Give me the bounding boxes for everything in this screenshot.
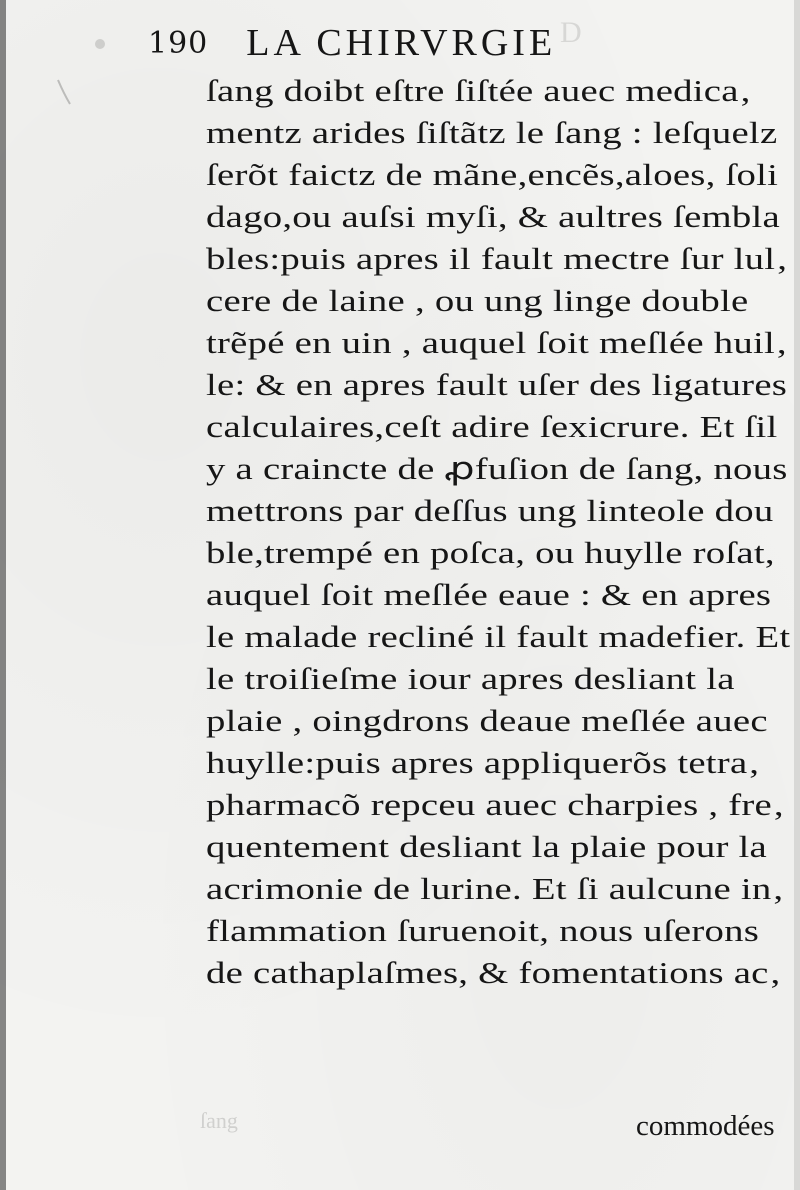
text-line: ſang doibt eſtre ſiſtée auec medica‚: [206, 73, 752, 108]
text-line: ſerõt faictz de mãne,encẽs,aloes, ſoli: [206, 157, 779, 192]
text-line: le troiſieſme iour apres desliant la: [206, 661, 735, 696]
text-line: cere de laine , ou ung linge double: [206, 283, 749, 318]
text-line: acrimonie de lurine. Et ſi aulcune in‚: [206, 871, 785, 906]
text-line: le: & en apres fault uſer des ligatures: [206, 367, 788, 402]
text-line: ble,trempé en poſca, ou huylle roſat,: [206, 535, 775, 570]
text-line: huylle:puis apres appliquerõs tetra‚: [206, 745, 761, 780]
svg-text:D: D: [560, 16, 582, 49]
catchword: commodées: [636, 1110, 775, 1142]
page-number: 190: [148, 25, 209, 61]
text-line: trẽpé en uin , auquel ſoit meſlée huil‚: [206, 325, 789, 360]
text-line: calculaires,ceſt adire ſexicrure. Et ſil: [206, 409, 778, 444]
svg-text:ſang: ſang: [200, 1108, 238, 1133]
running-title: LA CHIRVRGIE: [246, 22, 557, 64]
text-line: auquel ſoit meſlée eaue : & en apres: [206, 577, 772, 612]
text-line: le malade recliné il fault madefier. Et: [206, 619, 791, 654]
text-line: de cathaplaſmes, & fomentations ac‚: [206, 955, 782, 990]
text-line: mentz arides ſiſtãtz le ſang : leſquelz: [206, 115, 778, 150]
text-line: dago,ou auſsi myſi, & aultres ſembla: [206, 199, 781, 234]
body-text: [0, 70, 800, 1180]
text-line: plaie , oingdrons deaue meſlée auec: [206, 703, 768, 738]
text-line: bles:puis apres il fault mectre ſur lul‚: [206, 241, 789, 276]
text-line: y a craincte de ꝓfuſion de ſang, nous: [206, 451, 788, 486]
text-line: quentement desliant la plaie pour la: [206, 829, 768, 864]
text-line: flammation ſuruenoit, nous uſerons: [206, 913, 760, 948]
page-header: [148, 18, 708, 68]
text-line: mettrons par deſſus ung linteole dou: [206, 493, 774, 528]
text-line: pharmacõ repceu auec charpies , fre‚: [206, 787, 786, 822]
